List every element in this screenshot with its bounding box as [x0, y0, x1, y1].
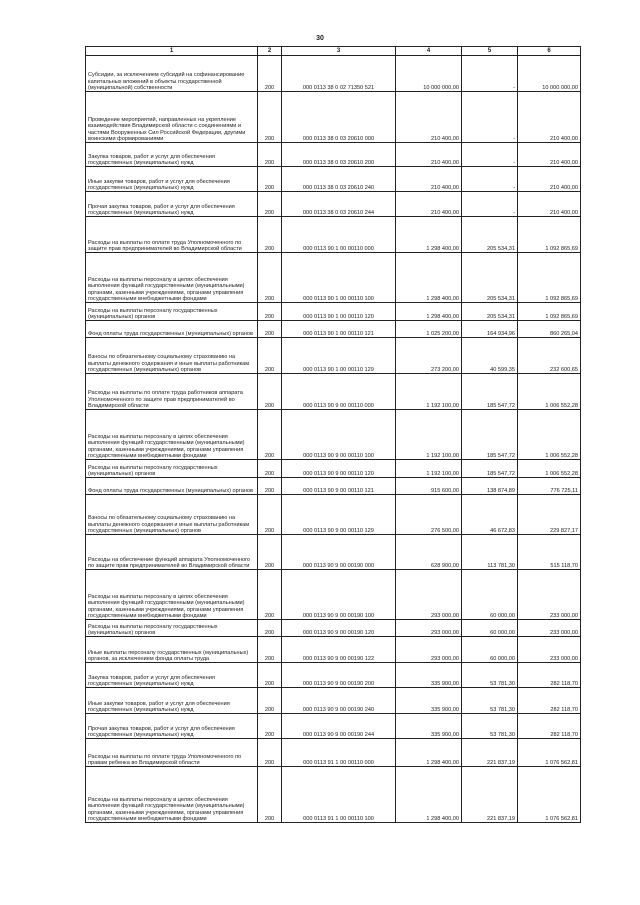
approved-amount-cell: 210 400,00: [396, 192, 462, 217]
item-name-text: Фонд оплаты труда государственных (муниципальных) органов: [88, 330, 253, 337]
line-code-cell: 200: [258, 303, 282, 321]
line-code-cell: 200: [258, 620, 282, 637]
approved-amount-cell: 335 900,00: [396, 663, 462, 688]
line-code-cell: 200: [258, 714, 282, 739]
table-row: [86, 56, 581, 92]
column-header: 3: [282, 47, 396, 56]
approved-amount-cell: 1 298 400,00: [396, 253, 462, 303]
unexecuted-amount-cell: 233 000,00: [518, 637, 581, 663]
item-name-text: Прочая закупка товаров, работ и услуг для обеспечения государственных (муниципальных) нужд: [88, 725, 235, 738]
table-row: [86, 217, 581, 253]
item-name-text: Расходы на выплаты персоналу в целях обеспечения выполнения функций государственными (муниципальными) органами, казенными учреждениями, органами управления государственными внебюджетными фондами: [88, 797, 245, 822]
column-header: 4: [396, 47, 462, 56]
executed-amount-cell: 185 547,72: [462, 460, 518, 478]
approved-amount-cell: 293 000,00: [396, 570, 462, 620]
table-row: [86, 460, 581, 478]
approved-amount-cell: 1 298 400,00: [396, 767, 462, 823]
approved-amount-cell: 276 500,00: [396, 495, 462, 535]
executed-amount-cell: 40 599,35: [462, 338, 518, 374]
table-row: [86, 620, 581, 637]
unexecuted-amount-cell: 776 725,11: [518, 478, 581, 495]
unexecuted-amount-cell: 210 400,00: [518, 143, 581, 167]
item-name-text: Иные выплаты персоналу государственных (муниципальных) органов, за исключением фонда оплаты труда: [88, 649, 249, 662]
table-row: [86, 714, 581, 739]
approved-amount-cell: 1 192 100,00: [396, 410, 462, 460]
approved-amount-cell: 1 192 100,00: [396, 460, 462, 478]
budget-code-cell: 000 0113 90 9 00 00190 100: [282, 570, 396, 620]
table-header-row: [86, 47, 581, 56]
item-name-text: Расходы на выплаты по оплате труда Уполномоченного по правам ребенка во Владимирской области: [88, 753, 242, 766]
line-code-cell: 200: [258, 495, 282, 535]
table-row: [86, 192, 581, 217]
unexecuted-amount-cell: 1 092 865,69: [518, 253, 581, 303]
item-name-cell: [86, 570, 258, 620]
budget-code-cell: 000 0113 90 9 00 00110 100: [282, 410, 396, 460]
executed-amount-cell: 53 781,30: [462, 688, 518, 714]
table-row: [86, 321, 581, 338]
item-name-text: Проведение мероприятий, направленных на укрепление взаимодействия Владимирской области с соединениями и частями Вооруженных Сил Российской Федерации, другими воинскими формированиями: [88, 117, 246, 142]
table-body: [86, 56, 581, 823]
item-name-cell: [86, 620, 258, 637]
executed-amount-cell: 53 781,30: [462, 663, 518, 688]
executed-amount-cell: 46 672,83: [462, 495, 518, 535]
budget-code-cell: 000 0113 91 1 00 00110 000: [282, 739, 396, 767]
table-row: [86, 637, 581, 663]
executed-amount-cell: 164 934,96: [462, 321, 518, 338]
approved-amount-cell: 915 600,00: [396, 478, 462, 495]
line-code-cell: 200: [258, 688, 282, 714]
unexecuted-amount-cell: 515 118,70: [518, 535, 581, 570]
budget-code-cell: 000 0113 38 0 03 20610 240: [282, 167, 396, 192]
approved-amount-cell: 210 400,00: [396, 143, 462, 167]
item-name-cell: [86, 739, 258, 767]
item-name-text: Взносы по обязательному социальному страхованию на выплаты денежного содержания и иные выплаты работникам государственных (муниципальных) органов: [88, 354, 250, 373]
table-row: [86, 253, 581, 303]
executed-amount-cell: 60 000,00: [462, 637, 518, 663]
approved-amount-cell: 293 000,00: [396, 620, 462, 637]
item-name-cell: [86, 253, 258, 303]
item-name-cell: [86, 460, 258, 478]
item-name-cell: [86, 767, 258, 823]
line-code-cell: 200: [258, 374, 282, 410]
item-name-cell: [86, 410, 258, 460]
item-name-cell: [86, 56, 258, 92]
unexecuted-amount-cell: 210 400,00: [518, 167, 581, 192]
item-name-text: Расходы на выплаты персоналу государственных (муниципальных) органов: [88, 623, 218, 636]
item-name-cell: [86, 321, 258, 338]
approved-amount-cell: 10 000 000,00: [396, 56, 462, 92]
budget-code-cell: 000 0113 90 1 00 00110 000: [282, 217, 396, 253]
item-name-cell: [86, 663, 258, 688]
item-name-text: Расходы на обеспечение функций аппарата Уполномоченного по защите прав предпринимателей во Владимирской области: [88, 556, 251, 569]
item-name-text: Расходы на выплаты по оплате труда работников аппарата Уполномоченного по защите прав предпринимателей во Владимирской области: [88, 390, 243, 409]
unexecuted-amount-cell: 1 092 865,69: [518, 303, 581, 321]
line-code-cell: 200: [258, 253, 282, 303]
item-name-text: Субсидии, за исключением субсидий на софинансирование капитальных вложений в объекты государственной (муниципальной) собственности: [88, 72, 245, 91]
executed-amount-cell: 205 534,31: [462, 217, 518, 253]
item-name-cell: [86, 714, 258, 739]
unexecuted-amount-cell: 1 076 562,81: [518, 767, 581, 823]
table-row: [86, 410, 581, 460]
approved-amount-cell: 1 298 400,00: [396, 303, 462, 321]
approved-amount-cell: 210 400,00: [396, 167, 462, 192]
line-code-cell: 200: [258, 92, 282, 143]
budget-code-cell: 000 0113 91 1 00 00110 100: [282, 767, 396, 823]
budget-code-cell: 000 0113 90 9 00 00110 129: [282, 495, 396, 535]
item-name-cell: [86, 92, 258, 143]
item-name-text: Иные закупки товаров, работ и услуг для обеспечения государственных (муниципальных) нужд: [88, 178, 230, 191]
table-row: [86, 478, 581, 495]
unexecuted-amount-cell: 860 265,04: [518, 321, 581, 338]
budget-code-cell: 000 0113 90 9 00 00110 120: [282, 460, 396, 478]
unexecuted-amount-cell: 282 118,70: [518, 688, 581, 714]
table-row: [86, 663, 581, 688]
table-row: [86, 92, 581, 143]
line-code-cell: 200: [258, 192, 282, 217]
item-name-cell: [86, 217, 258, 253]
budget-code-cell: 000 0113 90 9 00 00190 122: [282, 637, 396, 663]
executed-amount-cell: 185 547,72: [462, 374, 518, 410]
approved-amount-cell: 628 900,00: [396, 535, 462, 570]
item-name-text: Взносы по обязательному социальному страхованию на выплаты денежного содержания и иные выплаты работникам государственных (муниципальных) органов: [88, 515, 250, 534]
approved-amount-cell: 210 400,00: [396, 92, 462, 143]
item-name-cell: [86, 478, 258, 495]
line-code-cell: 200: [258, 143, 282, 167]
item-name-cell: [86, 338, 258, 374]
item-name-text: Расходы на выплаты персоналу в целях обеспечения выполнения функций государственными (муниципальными) органами, казенными учреждениями, органами управления государственными внебюджетными фондами: [88, 594, 245, 619]
budget-code-cell: 000 0113 90 9 00 00190 000: [282, 535, 396, 570]
budget-table: [85, 46, 581, 823]
table-row: [86, 535, 581, 570]
budget-code-cell: 000 0113 90 1 00 00110 100: [282, 253, 396, 303]
column-header: 6: [518, 47, 581, 56]
page-number: 30: [316, 35, 324, 42]
executed-amount-cell: -: [462, 192, 518, 217]
budget-code-cell: 000 0113 90 1 00 00110 121: [282, 321, 396, 338]
line-code-cell: 200: [258, 535, 282, 570]
item-name-text: Фонд оплаты труда государственных (муниципальных) органов: [88, 487, 253, 494]
budget-code-cell: 000 0113 90 9 00 00190 240: [282, 688, 396, 714]
budget-code-cell: 000 0113 90 1 00 00110 129: [282, 338, 396, 374]
line-code-cell: 200: [258, 56, 282, 92]
item-name-cell: [86, 303, 258, 321]
item-name-text: Прочая закупка товаров, работ и услуг для обеспечения государственных (муниципальных) нужд: [88, 203, 235, 216]
budget-code-cell: 000 0113 90 9 00 00190 244: [282, 714, 396, 739]
executed-amount-cell: 205 534,31: [462, 253, 518, 303]
approved-amount-cell: 293 000,00: [396, 637, 462, 663]
line-code-cell: 200: [258, 767, 282, 823]
approved-amount-cell: 1 025 200,00: [396, 321, 462, 338]
unexecuted-amount-cell: 10 000 000,00: [518, 56, 581, 92]
unexecuted-amount-cell: 232 600,65: [518, 338, 581, 374]
item-name-text: Иные закупки товаров, работ и услуг для обеспечения государственных (муниципальных) нужд: [88, 700, 230, 713]
executed-amount-cell: 60 000,00: [462, 620, 518, 637]
executed-amount-cell: 138 874,89: [462, 478, 518, 495]
unexecuted-amount-cell: 210 400,00: [518, 192, 581, 217]
line-code-cell: 200: [258, 410, 282, 460]
item-name-cell: [86, 143, 258, 167]
budget-code-cell: 000 0113 90 9 00 00110 121: [282, 478, 396, 495]
line-code-cell: 200: [258, 570, 282, 620]
approved-amount-cell: 1 298 400,00: [396, 217, 462, 253]
executed-amount-cell: 113 781,30: [462, 535, 518, 570]
line-code-cell: 200: [258, 321, 282, 338]
line-code-cell: 200: [258, 217, 282, 253]
item-name-cell: [86, 167, 258, 192]
table-row: [86, 767, 581, 823]
item-name-text: Расходы на выплаты персоналу государственных (муниципальных) органов: [88, 307, 218, 320]
budget-code-cell: 000 0113 90 9 00 00110 000: [282, 374, 396, 410]
budget-code-cell: 000 0113 38 0 03 20610 200: [282, 143, 396, 167]
table-row: [86, 338, 581, 374]
table-row: [86, 570, 581, 620]
item-name-text: Расходы на выплаты персоналу в целях обеспечения выполнения функций государственными (муниципальными) органами, казенными учреждениями, органами управления государственными внебюджетными фондами: [88, 277, 245, 302]
unexecuted-amount-cell: 233 000,00: [518, 620, 581, 637]
budget-code-cell: 000 0113 38 0 03 20610 000: [282, 92, 396, 143]
executed-amount-cell: 221 837,19: [462, 767, 518, 823]
executed-amount-cell: -: [462, 56, 518, 92]
item-name-cell: [86, 535, 258, 570]
unexecuted-amount-cell: 282 118,70: [518, 714, 581, 739]
approved-amount-cell: 335 900,00: [396, 688, 462, 714]
line-code-cell: 200: [258, 460, 282, 478]
column-header: 5: [462, 47, 518, 56]
approved-amount-cell: 1 192 100,00: [396, 374, 462, 410]
unexecuted-amount-cell: 1 092 865,69: [518, 217, 581, 253]
table-row: [86, 143, 581, 167]
table-row: [86, 303, 581, 321]
column-header: 2: [258, 47, 282, 56]
line-code-cell: 200: [258, 167, 282, 192]
unexecuted-amount-cell: 1 006 552,28: [518, 460, 581, 478]
item-name-text: Расходы на выплаты персоналу в целях обеспечения выполнения функций государственными (муниципальными) органами, казенными учреждениями, органами управления государственными внебюджетными фондами: [88, 434, 245, 459]
line-code-cell: 200: [258, 478, 282, 495]
table-row: [86, 167, 581, 192]
line-code-cell: 200: [258, 739, 282, 767]
item-name-text: Расходы на выплаты персоналу государственных (муниципальных) органов: [88, 464, 218, 477]
item-name-cell: [86, 637, 258, 663]
unexecuted-amount-cell: 282 118,70: [518, 663, 581, 688]
budget-code-cell: 000 0113 38 0 03 20610 244: [282, 192, 396, 217]
line-code-cell: 200: [258, 663, 282, 688]
executed-amount-cell: 205 534,31: [462, 303, 518, 321]
item-name-text: Закупка товаров, работ и услуг для обеспечения государственных (муниципальных) нужд: [88, 153, 215, 166]
table-row: [86, 374, 581, 410]
item-name-cell: [86, 688, 258, 714]
budget-code-cell: 000 0113 38 0 02 71350 521: [282, 56, 396, 92]
unexecuted-amount-cell: 1 006 552,28: [518, 374, 581, 410]
unexecuted-amount-cell: 233 000,00: [518, 570, 581, 620]
executed-amount-cell: -: [462, 92, 518, 143]
item-name-text: Расходы на выплаты по оплате труда Уполномоченного по защите прав предпринимателей во Владимирской области: [88, 239, 242, 252]
table-row: [86, 688, 581, 714]
approved-amount-cell: 1 298 400,00: [396, 739, 462, 767]
approved-amount-cell: 273 200,00: [396, 338, 462, 374]
item-name-cell: [86, 192, 258, 217]
executed-amount-cell: -: [462, 143, 518, 167]
executed-amount-cell: 221 837,19: [462, 739, 518, 767]
unexecuted-amount-cell: 210 400,00: [518, 92, 581, 143]
executed-amount-cell: 185 547,72: [462, 410, 518, 460]
table-row: [86, 495, 581, 535]
line-code-cell: 200: [258, 637, 282, 663]
budget-code-cell: 000 0113 90 9 00 00190 200: [282, 663, 396, 688]
executed-amount-cell: 60 000,00: [462, 570, 518, 620]
column-header: 1: [86, 47, 258, 56]
unexecuted-amount-cell: 229 827,17: [518, 495, 581, 535]
executed-amount-cell: 53 781,30: [462, 714, 518, 739]
table-row: [86, 739, 581, 767]
unexecuted-amount-cell: 1 076 562,81: [518, 739, 581, 767]
item-name-cell: [86, 495, 258, 535]
unexecuted-amount-cell: 1 006 552,28: [518, 410, 581, 460]
item-name-text: Закупка товаров, работ и услуг для обеспечения государственных (муниципальных) нужд: [88, 674, 215, 687]
executed-amount-cell: -: [462, 167, 518, 192]
line-code-cell: 200: [258, 338, 282, 374]
item-name-cell: [86, 374, 258, 410]
budget-code-cell: 000 0113 90 1 00 00110 120: [282, 303, 396, 321]
approved-amount-cell: 335 900,00: [396, 714, 462, 739]
budget-code-cell: 000 0113 90 9 00 00190 120: [282, 620, 396, 637]
